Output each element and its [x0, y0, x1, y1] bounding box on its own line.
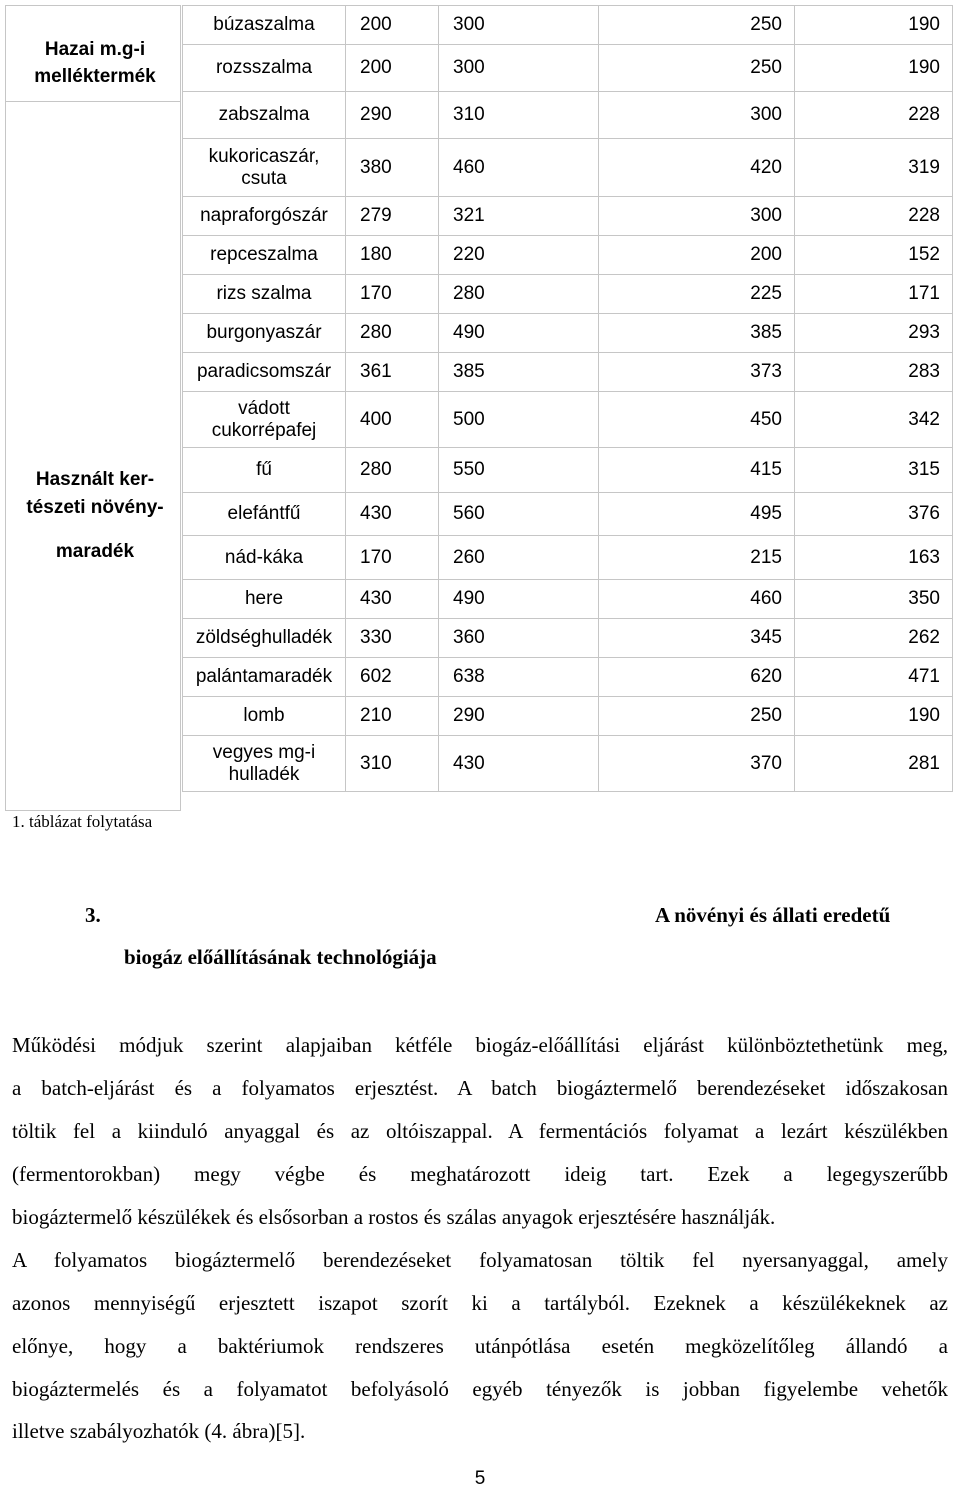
table-row — [183, 197, 953, 236]
row-value-4: 190 — [795, 6, 953, 45]
row-name: here — [183, 580, 346, 619]
row-value-4: 171 — [795, 275, 953, 314]
row-name: fű — [183, 448, 346, 493]
row-value-1: 310 — [346, 736, 439, 792]
row-name: elefántfű — [183, 493, 346, 536]
row-name: zöldséghulladék — [183, 619, 346, 658]
text-line: töltik fel a kiinduló anyaggal és az oltóiszappal. A fermentációs folyamat a lezárt készülékben — [12, 1119, 948, 1143]
row-value-2: 550 — [439, 448, 599, 493]
row-name: napraforgószár — [183, 197, 346, 236]
category-hazai-line1: Hazai m.g-i — [44, 39, 146, 60]
page-number: 5 — [474, 1468, 486, 1489]
row-value-2: 260 — [439, 536, 599, 580]
row-value-3: 250 — [599, 45, 795, 92]
biogas-yield-table — [182, 5, 953, 792]
row-value-4: 228 — [795, 92, 953, 139]
row-value-2: 300 — [439, 6, 599, 45]
row-value-2: 638 — [439, 658, 599, 697]
table-row — [183, 353, 953, 392]
table-row — [183, 448, 953, 493]
table-row — [183, 493, 953, 536]
row-name: repceszalma — [183, 236, 346, 275]
row-name: paradicsomszár — [183, 353, 346, 392]
row-value-4: 163 — [795, 536, 953, 580]
category-divider — [6, 101, 180, 102]
table-row — [183, 536, 953, 580]
row-value-4: 471 — [795, 658, 953, 697]
row-value-3: 385 — [599, 314, 795, 353]
row-value-3: 415 — [599, 448, 795, 493]
row-value-3: 420 — [599, 139, 795, 197]
row-value-4: 319 — [795, 139, 953, 197]
row-value-2: 321 — [439, 197, 599, 236]
row-value-1: 200 — [346, 6, 439, 45]
row-value-2: 490 — [439, 580, 599, 619]
table-caption: 1. táblázat folytatása — [12, 812, 153, 831]
table-row — [183, 236, 953, 275]
row-value-1: 430 — [346, 493, 439, 536]
text-line: a batch-eljárást és a folyamatos erjesztést. A batch biogáztermelő berendezéseket időszakosan — [12, 1076, 948, 1100]
row-value-4: 190 — [795, 697, 953, 736]
row-value-3: 215 — [599, 536, 795, 580]
row-value-4: 293 — [795, 314, 953, 353]
row-value-2: 220 — [439, 236, 599, 275]
row-value-3: 345 — [599, 619, 795, 658]
row-name: palántamaradék — [183, 658, 346, 697]
row-name: burgonyaszár — [183, 314, 346, 353]
table-row — [183, 45, 953, 92]
row-value-1: 280 — [346, 314, 439, 353]
table-row — [183, 92, 953, 139]
row-value-3: 300 — [599, 197, 795, 236]
table-row — [183, 392, 953, 448]
category-hasznalt-line2: tészeti növény- — [26, 497, 164, 518]
row-value-4: 350 — [795, 580, 953, 619]
category-hazai — [15, 36, 175, 90]
row-value-2: 310 — [439, 92, 599, 139]
text-line: Működési módjuk szerint alapjaiban kétféle biogáz-előállítási eljárást különböztethetünk meg, — [12, 1033, 948, 1057]
text-line: előnye, hogy a baktériumok rendszeres utánpótlása esetén megközelítőleg állandó a — [12, 1334, 948, 1358]
category-hasznalt-line3: maradék — [55, 541, 135, 562]
row-value-3: 450 — [599, 392, 795, 448]
row-value-3: 250 — [599, 697, 795, 736]
row-value-4: 376 — [795, 493, 953, 536]
row-value-2: 500 — [439, 392, 599, 448]
row-name: kukoricaszár, csuta — [183, 139, 346, 197]
table-row — [183, 697, 953, 736]
row-value-2: 300 — [439, 45, 599, 92]
text-line: biogáztermelő készülékek és elsősorban a rostos és szálas anyagok erjesztésére használják. — [12, 1205, 776, 1229]
row-value-1: 200 — [346, 45, 439, 92]
section-title-part1: A növényi és állati eredetű — [655, 903, 891, 927]
row-value-2: 290 — [439, 697, 599, 736]
row-value-1: 330 — [346, 619, 439, 658]
row-value-2: 560 — [439, 493, 599, 536]
row-name: vádott cukorrépafej — [183, 392, 346, 448]
row-value-1: 400 — [346, 392, 439, 448]
row-value-1: 361 — [346, 353, 439, 392]
row-value-1: 170 — [346, 275, 439, 314]
row-value-3: 370 — [599, 736, 795, 792]
row-value-4: 283 — [795, 353, 953, 392]
category-column — [5, 5, 181, 811]
row-value-3: 460 — [599, 580, 795, 619]
text-line: azonos mennyiségű erjesztett iszapot szorít ki a tartályból. Ezeknek a készülékeknek az — [12, 1291, 948, 1315]
table-row — [183, 139, 953, 197]
table-row — [183, 6, 953, 45]
row-value-4: 190 — [795, 45, 953, 92]
row-value-4: 281 — [795, 736, 953, 792]
row-value-3: 373 — [599, 353, 795, 392]
row-name: lomb — [183, 697, 346, 736]
row-value-3: 495 — [599, 493, 795, 536]
row-value-3: 225 — [599, 275, 795, 314]
table-row — [183, 619, 953, 658]
section-title-part2: biogáz előállításának technológiája — [124, 945, 437, 969]
text-line: (fermentorokban) megy végbe és meghatározott ideig tart. Ezek a legegyszerűbb — [12, 1162, 948, 1186]
table-row — [183, 736, 953, 792]
row-value-1: 380 — [346, 139, 439, 197]
row-value-2: 360 — [439, 619, 599, 658]
row-value-4: 228 — [795, 197, 953, 236]
row-value-2: 490 — [439, 314, 599, 353]
table-row — [183, 580, 953, 619]
row-value-2: 385 — [439, 353, 599, 392]
table-row — [183, 314, 953, 353]
row-value-3: 250 — [599, 6, 795, 45]
row-value-1: 279 — [346, 197, 439, 236]
text-line: biogáztermelés és a folyamatot befolyásoló egyéb tényezők is jobban figyelembe vehetők — [12, 1377, 948, 1401]
text-line: A folyamatos biogáztermelő berendezéseket folyamatosan töltik fel nyersanyaggal, amely — [12, 1248, 948, 1272]
row-value-2: 460 — [439, 139, 599, 197]
text-line: illetve szabályozhatók (4. ábra)[5]. — [12, 1419, 306, 1443]
row-name: rozsszalma — [183, 45, 346, 92]
row-value-1: 180 — [346, 236, 439, 275]
row-name: nád-káka — [183, 536, 346, 580]
row-value-1: 602 — [346, 658, 439, 697]
category-hazai-line2: melléktermék — [34, 66, 156, 87]
row-value-2: 280 — [439, 275, 599, 314]
row-name: rizs szalma — [183, 275, 346, 314]
row-value-3: 200 — [599, 236, 795, 275]
row-value-1: 210 — [346, 697, 439, 736]
table-row — [183, 275, 953, 314]
category-hasznalt — [15, 466, 175, 566]
category-hasznalt-line1: Használt ker- — [35, 469, 155, 490]
row-name: búzaszalma — [183, 6, 346, 45]
row-value-3: 620 — [599, 658, 795, 697]
row-value-1: 290 — [346, 92, 439, 139]
row-value-1: 170 — [346, 536, 439, 580]
section-number: 3. — [85, 903, 101, 927]
table-row — [183, 658, 953, 697]
row-value-3: 300 — [599, 92, 795, 139]
row-value-4: 315 — [795, 448, 953, 493]
row-value-2: 430 — [439, 736, 599, 792]
row-value-1: 280 — [346, 448, 439, 493]
row-value-4: 262 — [795, 619, 953, 658]
row-value-4: 152 — [795, 236, 953, 275]
row-name: vegyes mg-i hulladék — [183, 736, 346, 792]
row-name: zabszalma — [183, 92, 346, 139]
row-value-4: 342 — [795, 392, 953, 448]
row-value-1: 430 — [346, 580, 439, 619]
